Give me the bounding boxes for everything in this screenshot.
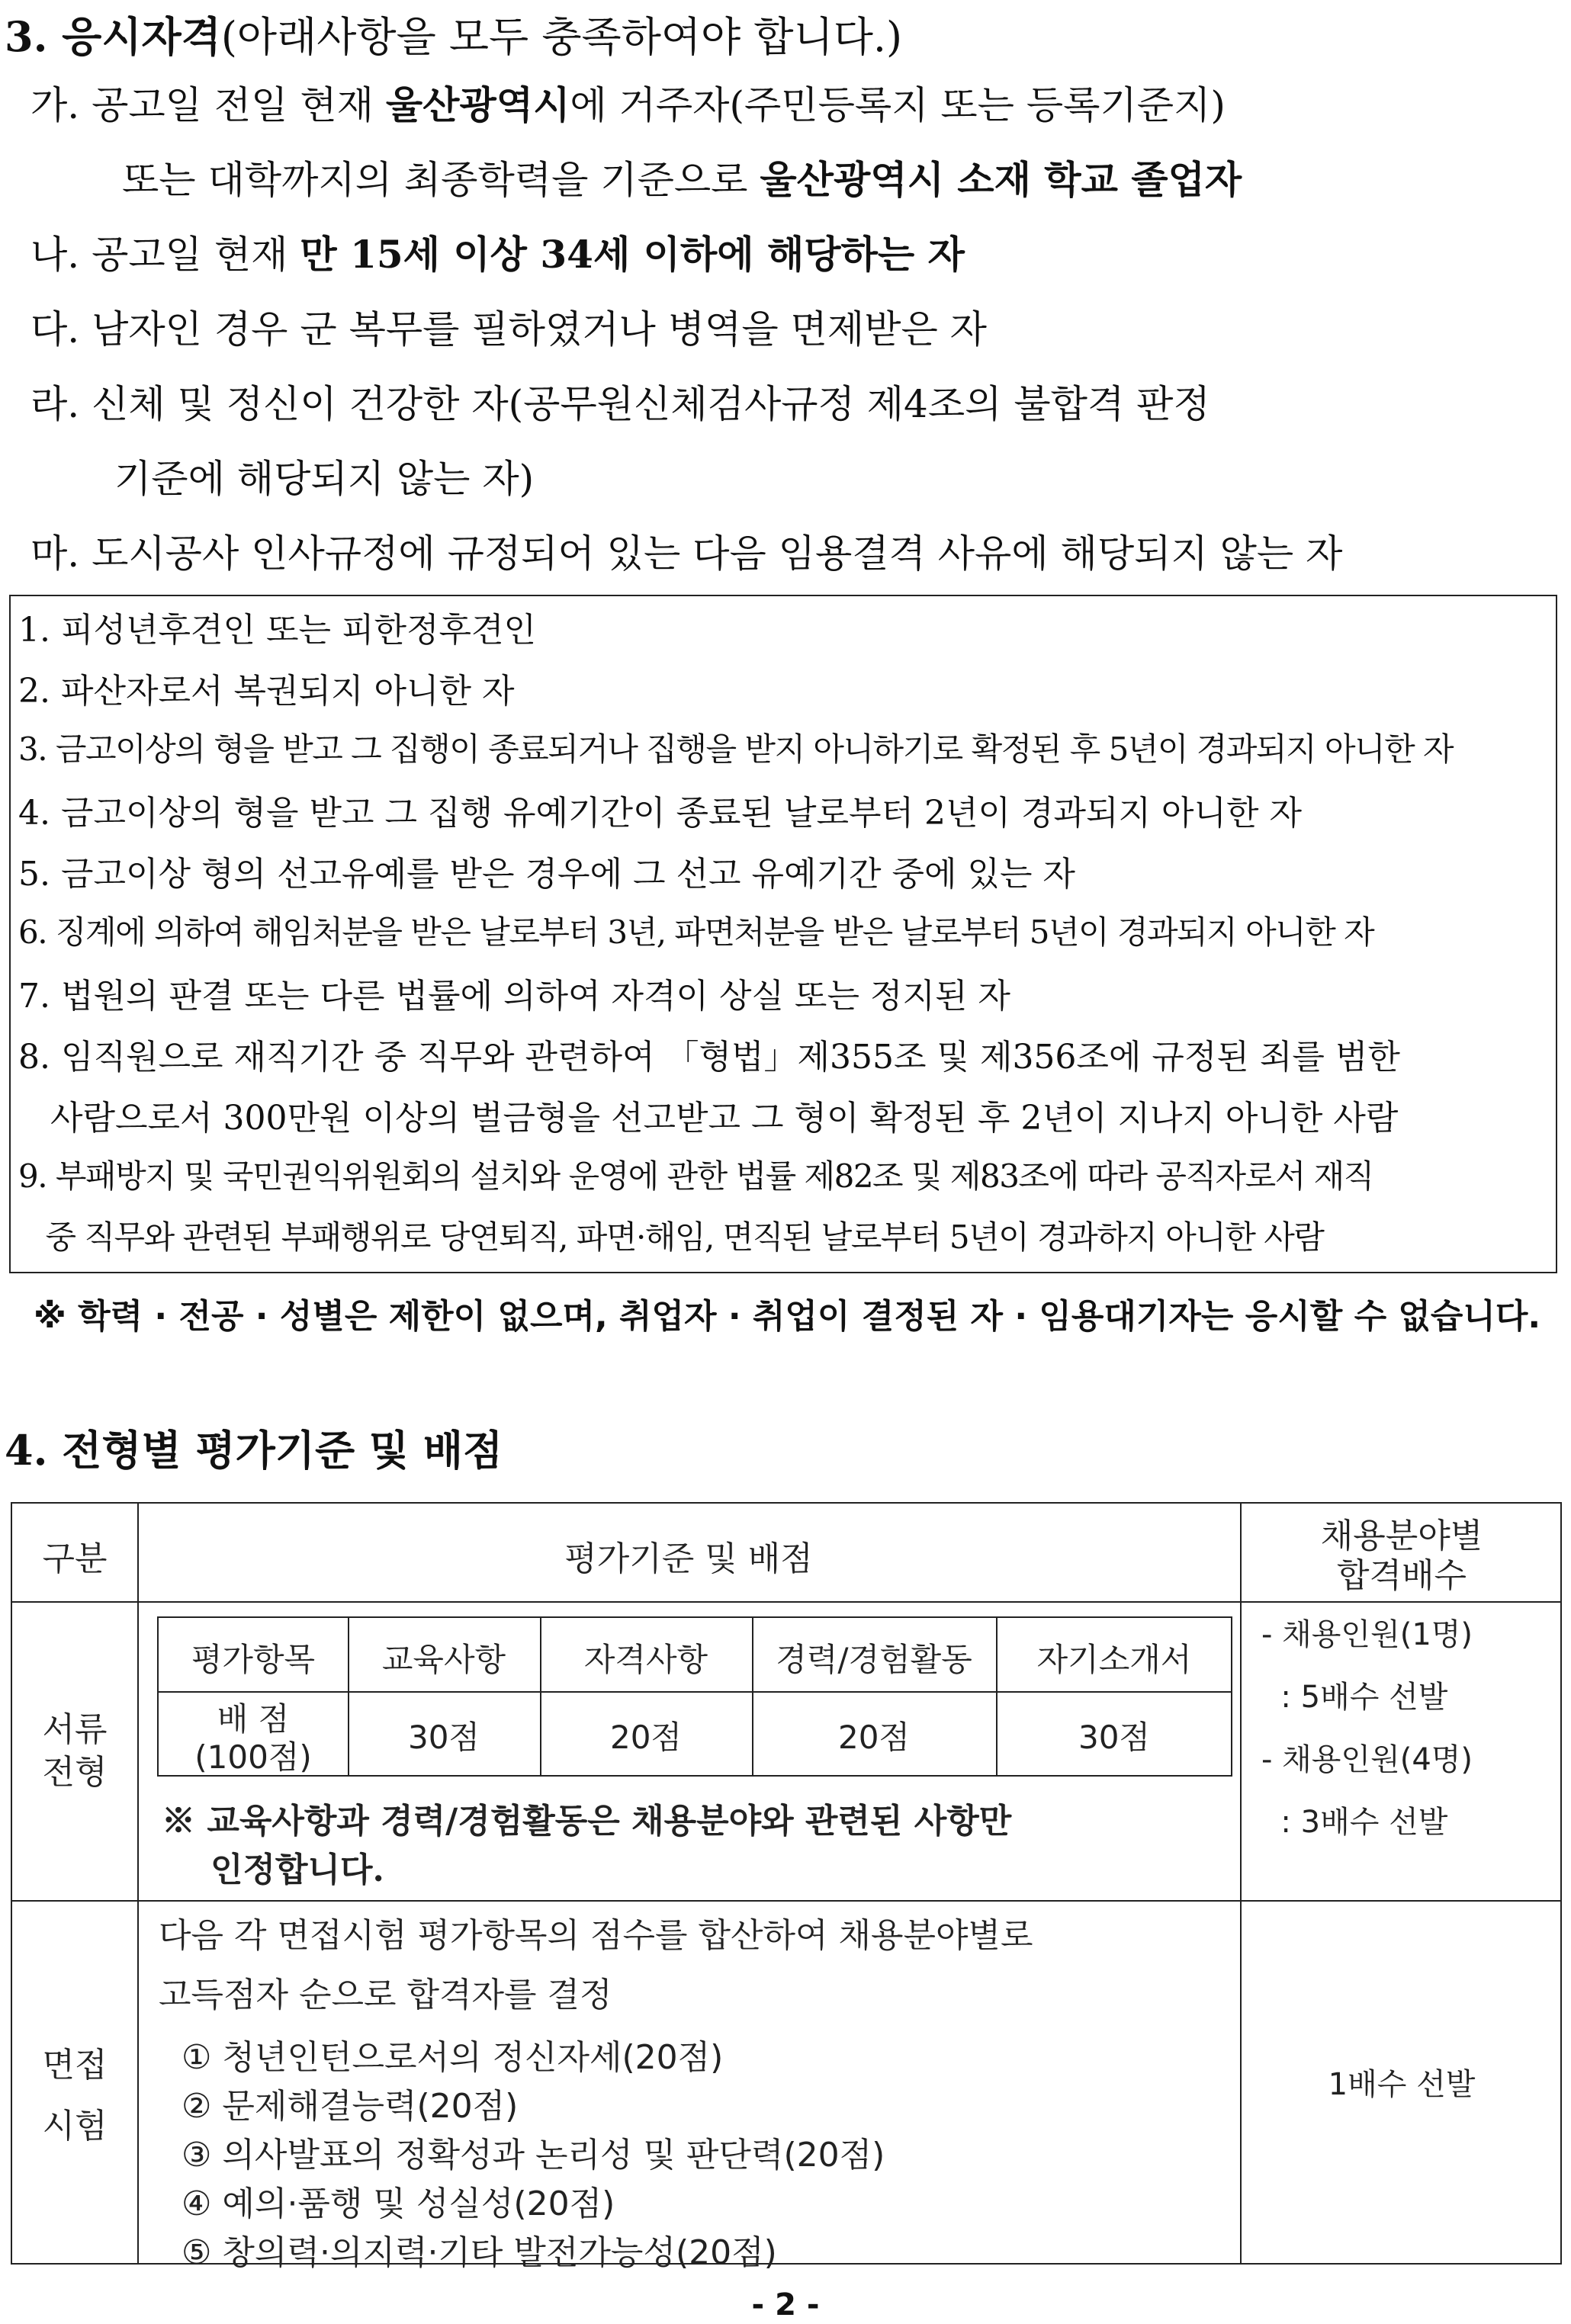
interview-criterion: ⑤ 창의력·의지력·기타 발전가능성(20점) <box>182 2233 777 2272</box>
disqualification-item: 4. 금고이상의 형을 받고 그 집행 유예기간이 종료된 날로부터 2년이 경과되지 아니한 자 <box>18 794 1302 833</box>
section3-title-main: 3. 응시자격 <box>5 12 221 61</box>
score-table-header: 평가항목 <box>191 1641 316 1678</box>
score-value: 30점 <box>1078 1719 1150 1756</box>
interview-description-line1: 다음 각 면접시험 평가항목의 점수를 합산하여 채용분야별로 <box>159 1916 1033 1955</box>
score-table-header: 교육사항 <box>381 1641 506 1678</box>
section3-title <box>5 5 902 63</box>
eligibility-item-da <box>31 299 987 354</box>
document-multiplier: - 채용인원(4명) <box>1261 1742 1473 1777</box>
document-multiplier: : 3배수 선발 <box>1261 1805 1448 1840</box>
section4-title: 4. 전형별 평가기준 및 배점 <box>5 1426 503 1475</box>
interview-multiplier: 1배수 선발 <box>1328 2067 1476 2102</box>
interview-label-line2: 시험 <box>42 2107 108 2146</box>
eligibility-notice: ※ 학력 · 전공 · 성별은 제한이 없으며, 취업자 · 취업이 결정된 자 · 임용대기자는 응시할 수 없습니다. <box>34 1297 1541 1336</box>
document-multiplier: - 채용인원(1명) <box>1261 1617 1473 1652</box>
disqualification-item: 5. 금고이상 형의 선고유예를 받은 경우에 그 선고 유예기간 중에 있는 자 <box>18 855 1075 894</box>
item-text: 가. 공고일 전일 현재 <box>31 83 386 127</box>
eligibility-item-ra <box>31 374 1210 429</box>
score-table-header: 자기소개서 <box>1036 1641 1192 1678</box>
disqualification-item: 2. 파산자로서 복권되지 아니한 자 <box>18 672 515 711</box>
score-value: 30점 <box>407 1719 480 1756</box>
disqualification-box <box>9 595 1557 1273</box>
score-label: 배 점 <box>217 1700 290 1738</box>
evaluation-table <box>11 1502 1562 2272</box>
disqualification-item-cont: 사람으로서 300만원 이상의 벌금형을 선고받고 그 형이 확정된 후 2년이 지나지 아니한 사람 <box>18 1099 1399 1138</box>
score-table-header: 자격사항 <box>583 1641 708 1678</box>
interview-criterion: ① 청년인턴으로서의 정신자세(20점) <box>182 2038 724 2077</box>
item-text: 나. 공고일 현재 <box>31 233 300 277</box>
item-text: 기준에 해당되지 않는 자) <box>114 457 535 501</box>
score-value: 20점 <box>609 1719 682 1756</box>
disqualification-item-cont: 중 직무와 관련된 부패행위로 당연퇴직, 파면·해임, 면직된 날로부터 5년이 경과하지 아니한 사람 <box>18 1218 1324 1256</box>
disqualification-item: 8. 임직원으로 재직기간 중 직무와 관련하여 「형법」제355조 및 제356조에 규정된 죄를 범한 <box>18 1038 1400 1077</box>
document-note-line2: 인정합니다. <box>210 1851 384 1889</box>
disqualification-item: 1. 피성년후견인 또는 피한정후견인 <box>18 611 536 650</box>
eligibility-item-ma <box>31 523 1342 578</box>
score-total: (100점) <box>194 1738 312 1776</box>
header-category: 구분 <box>42 1539 108 1578</box>
header-multiplier-line2: 합격배수 <box>1336 1556 1467 1595</box>
document-note-line1: ※ 교육사항과 경력/경험활동은 채용분야와 관련된 사항만 <box>162 1802 1012 1841</box>
disqualification-item: 7. 법원의 판결 또는 다른 법률에 의하여 자격이 상실 또는 정지된 자 <box>18 977 1010 1016</box>
disqualification-item: 3. 금고이상의 형을 받고 그 집행이 종료되거나 집행을 받지 아니하기로 확정된 후 5년이 경과되지 아니한 자 <box>18 730 1454 768</box>
score-table-header: 경력/경험활동 <box>776 1641 972 1678</box>
disqualification-item: 6. 징계에 의하여 해임처분을 받은 날로부터 3년, 파면처분을 받은 날로부터 5년이 경과되지 아니한 자 <box>18 913 1374 951</box>
document-multiplier: : 5배수 선발 <box>1261 1680 1448 1715</box>
eligibility-item-ga-cont <box>122 149 1242 204</box>
document-screening-label-line1: 서류 <box>42 1710 108 1749</box>
page-number: - 2 - <box>751 2287 820 2322</box>
interview-criterion: ② 문제해결능력(20점) <box>182 2087 519 2126</box>
interview-criterion: ③ 의사발표의 정확성과 논리성 및 판단력(20점) <box>182 2136 885 2175</box>
item-text: 또는 대학까지의 최종학력을 기준으로 <box>122 158 760 202</box>
emphasized-text: 울산광역시 소재 학교 졸업자 <box>760 157 1242 202</box>
interview-label-line1: 면접 <box>42 2046 108 2085</box>
document-screening-label-line2: 전형 <box>42 1753 108 1792</box>
item-text: 에 거주자(주민등록지 또는 등록기준지) <box>570 83 1226 127</box>
document-score-table <box>157 1616 1232 1777</box>
eligibility-item-na <box>31 224 965 279</box>
disqualification-item: 9. 부패방지 및 국민권익위원회의 설치와 운영에 관한 법률 제82조 및 제83조에 따라 공직자로서 재직 <box>18 1157 1373 1195</box>
header-criteria: 평가기준 및 배점 <box>564 1539 813 1578</box>
score-value: 20점 <box>837 1719 910 1756</box>
item-text: 다. 남자인 경우 군 복무를 필하였거나 병역을 면제받은 자 <box>31 307 987 351</box>
interview-criterion: ④ 예의·품행 및 성실성(20점) <box>182 2184 615 2223</box>
section3-title-note: (아래사항을 모두 충족하여야 합니다.) <box>220 13 903 61</box>
emphasized-text: 만 15세 이상 34세 이하에 해당하는 자 <box>300 232 965 277</box>
item-text: 마. 도시공사 인사규정에 규정되어 있는 다음 임용결격 사유에 해당되지 않는 자 <box>31 531 1343 576</box>
interview-description-line2: 고득점자 순으로 합격자를 결정 <box>159 1976 612 2014</box>
item-text: 라. 신체 및 정신이 건강한 자(공무원신체검사규정 제4조의 불합격 판정 <box>31 382 1210 426</box>
emphasized-text: 울산광역시 <box>385 82 570 127</box>
eligibility-item-ra-cont <box>114 448 534 503</box>
header-multiplier-line1: 채용분야별 <box>1320 1517 1483 1555</box>
eligibility-item-ga <box>31 75 1226 130</box>
